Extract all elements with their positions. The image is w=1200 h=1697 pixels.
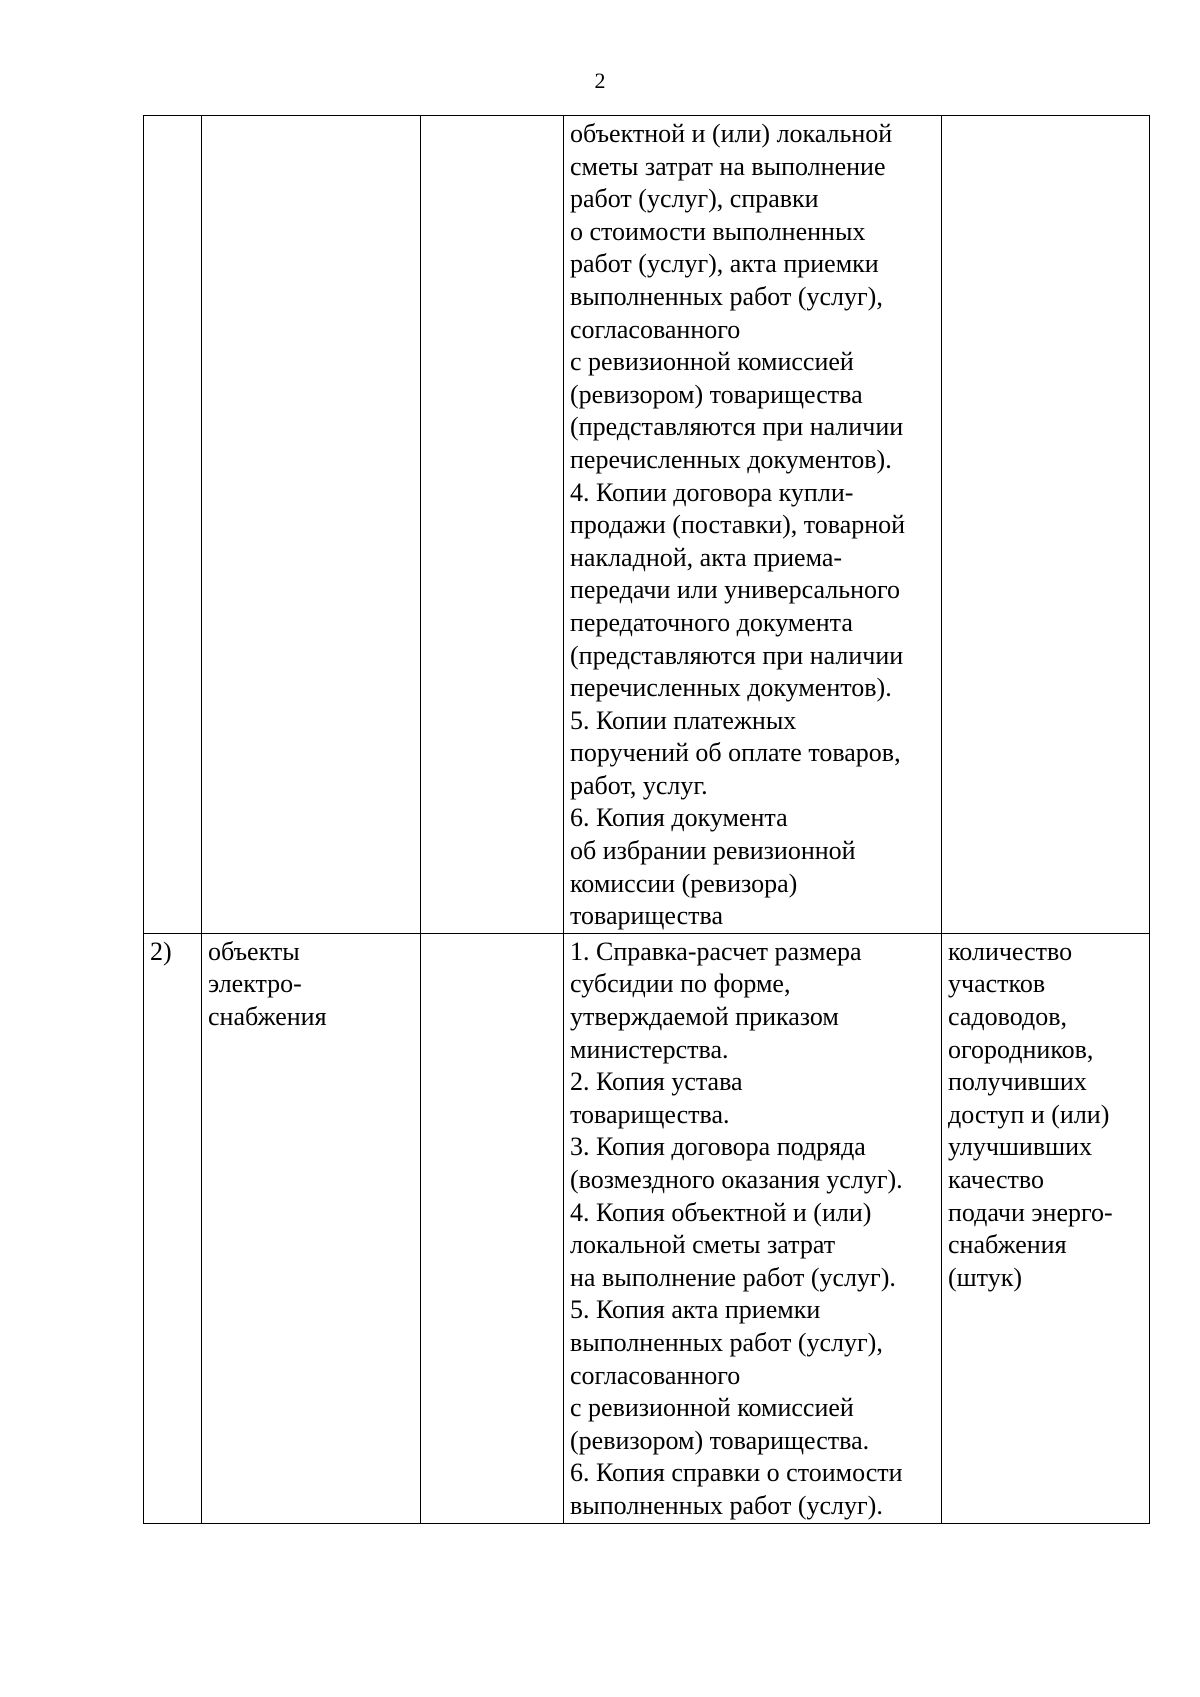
table-row: [144, 933, 1150, 1523]
row-number-cell: [144, 116, 202, 934]
empty-cell: [421, 116, 564, 934]
indicator-cell: количество участков садоводов, огородников, получивших доступ и (или) улучшивших качество подачи энерго- снабжения (штук): [942, 933, 1150, 1523]
row-number-cell: 2): [144, 933, 202, 1523]
documents-cell: 1. Справка-расчет размера субсидии по форме, утверждаемой приказом министерства. 2. Копия устава товарищества. 3. Копия договора подряда (возмездного оказания услуг). 4. Копия объектной и (или) локальной сметы затрат на выполнение работ (услуг). 5. Копия акта приемки выполненных работ (услуг), согласованного с ревизионной комиссией (ревизором) товарищества. 6. Копия справки о стоимости выполненных работ (услуг).: [564, 933, 942, 1523]
indicator-cell: [942, 116, 1150, 934]
table-row: [144, 116, 1150, 934]
documents-table: [143, 115, 1150, 1524]
object-cell: [202, 116, 421, 934]
empty-cell: [421, 933, 564, 1523]
page-number: 2: [594, 68, 606, 93]
object-cell: объекты электро- снабжения: [202, 933, 421, 1523]
documents-cell: объектной и (или) локальной сметы затрат на выполнение работ (услуг), справки о стоимости выполненных работ (услуг), акта приемки выполненных работ (услуг), согласованного с ревизионной комиссией (ревизором) товарищества (представляются при наличии перечисленных документов). 4. Копии договора купли- продажи (поставки), товарной накладной, акта приема- передачи или универсального передаточного документа (представляются при наличии перечисленных документов). 5. Копии платежных поручений об оплате товаров, работ, услуг. 6. Копия документа об избрании ревизионной комиссии (ревизора) товарищества: [564, 116, 942, 934]
